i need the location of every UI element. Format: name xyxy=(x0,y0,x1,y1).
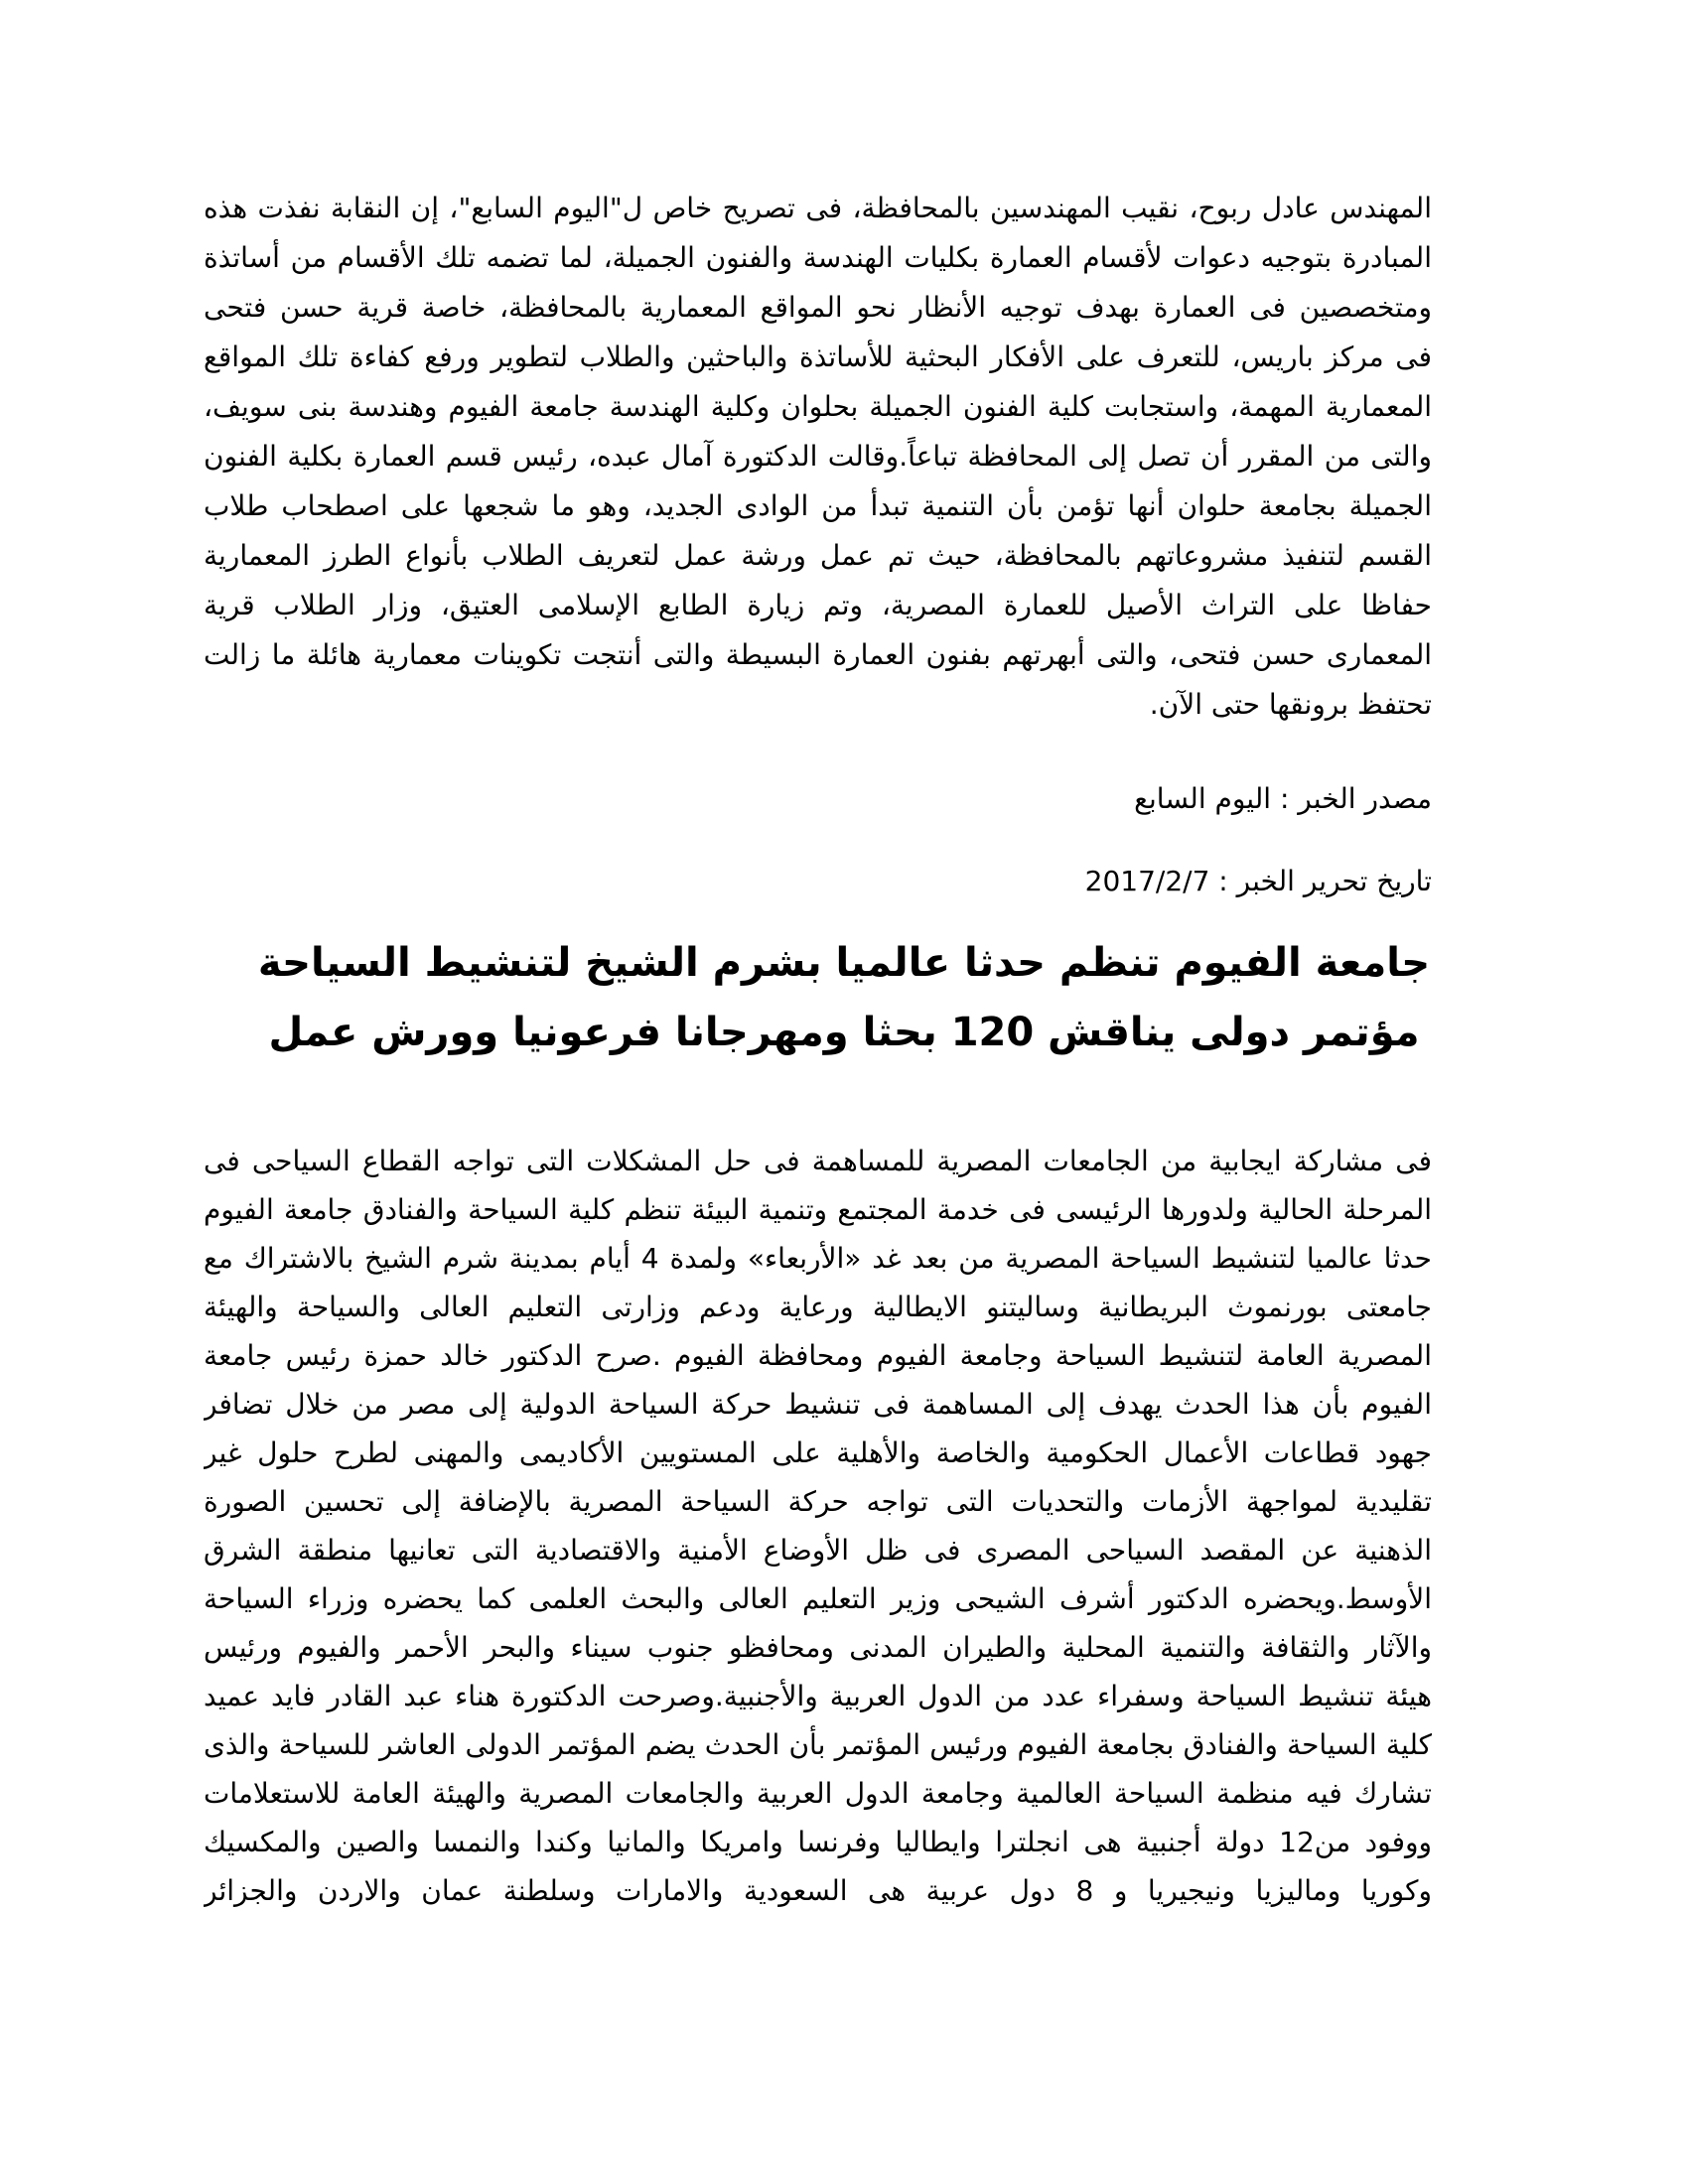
paragraph-line: الجميلة بجامعة حلوان أنها تؤمن بأن التنمية تبدأ من الوادى الجديد، وهو ما شجعها على اصطحاب طلاب xyxy=(204,489,1432,522)
paragraph-line: ومتخصصين فى العمارة بهدف توجيه الأنظار نحو المواقع المعمارية بالمحافظة، خاصة قرية حسن فتحى xyxy=(204,291,1432,324)
paragraph-line: هيئة تنشيط السياحة وسفراء عدد من الدول العربية والأجنبية.وصرحت الدكتورة هناء عبد القادر فايد عميد xyxy=(204,1680,1432,1712)
paragraph-line: والآثار والثقافة والتنمية المحلية والطيران المدنى ومحافظو جنوب سيناء والبحر الأحمر والفيوم ورئيس xyxy=(204,1631,1432,1664)
paragraph-line: القسم لتنفيذ مشروعاتهم بالمحافظة، حيث تم عمل ورشة عمل لتعريف الطلاب بأنواع الطرز المعمارية xyxy=(204,539,1432,572)
paragraph-line: فى مركز باريس، للتعرف على الأفكار البحثية للأساتذة والباحثين والطلاب لتطوير ورفع كفاءة تلك المواقع xyxy=(204,341,1432,373)
paragraph-line: ووفود من12 دولة أجنبية هى انجلترا وايطاليا وفرنسا وامريكا والمانيا وكندا والنمسا والصين والمكسيك xyxy=(204,1826,1432,1858)
paragraph-line: المبادرة بتوجيه دعوات لأقسام العمارة بكليات الهندسة والفنون الجميلة، لما تضمه تلك الأقسام من أساتذة xyxy=(204,241,1432,274)
paragraph-line: المعمارية المهمة، واستجابت كلية الفنون الجميلة بحلوان وكلية الهندسة جامعة الفيوم وهندسة بنى سويف، xyxy=(204,390,1432,423)
paragraph-line: الفيوم بأن هذا الحدث يهدف إلى المساهمة فى تنشيط حركة السياحة الدولية إلى مصر من خلال تضافر xyxy=(204,1388,1432,1421)
news-source: مصدر الخبر : اليوم السابع xyxy=(1134,782,1432,815)
paragraph-line: جهود قطاعات الأعمال الحكومية والخاصة والأهلية على المستويين الأكاديمى والمهنى لطرح حلول غير xyxy=(204,1436,1432,1469)
paragraph-line: المهندس عادل ربوح، نقيب المهندسين بالمحافظة، فى تصريح خاص ل"اليوم السابع"، إن النقابة نفذت هذه xyxy=(204,192,1432,224)
paragraph-line: المعمارى حسن فتحى، والتى أبهرتهم بفنون العمارة البسيطة والتى أنتجت تكوينات معمارية هائلة ما زالت xyxy=(204,638,1432,671)
headline-main: جامعة الفيوم تنظم حدثا عالميا بشرم الشيخ لتنشيط السياحة xyxy=(257,940,1431,986)
paragraph-line: جامعتى بورنموث البريطانية وساليتنو الايطالية ورعاية ودعم وزارتى التعليم العالى والسياحة والهيئة xyxy=(204,1291,1432,1323)
paragraph-line: حدثا عالميا لتنشيط السياحة المصرية من بعد غد «الأربعاء» ولمدة 4 أيام بمدينة شرم الشيخ بالاشتراك مع xyxy=(204,1242,1432,1275)
paragraph-line: تقليدية لمواجهة الأزمات والتحديات التى تواجه حركة السياحة المصرية بالإضافة إلى تحسين الصورة xyxy=(204,1485,1432,1518)
paragraph-line: والتى من المقرر أن تصل إلى المحافظة تباعاً.وقالت الدكتورة آمال عبده، رئيس قسم العمارة بكلية الفنون xyxy=(204,440,1432,473)
paragraph-line: وكوريا وماليزيا ونيجيريا و 8 دول عربية هى السعودية والامارات وسلطنة عمان والاردن والجزائر xyxy=(204,1874,1432,1907)
news-date: تاريخ تحرير الخبر : 2017/2/7 xyxy=(1084,865,1432,897)
paragraph-line: كلية السياحة والفنادق بجامعة الفيوم ورئيس المؤتمر بأن الحدث يضم المؤتمر الدولى العاشر للسياحة والذى xyxy=(204,1728,1432,1761)
paragraph-line: تحتفظ برونقها حتى الآن. xyxy=(1149,688,1432,721)
paragraph-line: المصرية العامة لتنشيط السياحة وجامعة الفيوم ومحافظة الفيوم .صرح الدكتور خالد حمزة رئيس جامعة xyxy=(204,1339,1432,1372)
headline-sub: مؤتمر دولى يناقش 120 بحثا ومهرجانا فرعونيا وورش عمل xyxy=(268,1010,1420,1055)
paragraph-line: تشارك فيه منظمة السياحة العالمية وجامعة الدول العربية والجامعات المصرية والهيئة العامة للاستعلامات xyxy=(204,1777,1432,1810)
paragraph-line: الذهنية عن المقصد السياحى المصرى فى ظل الأوضاع الأمنية والاقتصادية التى تعانيها منطقة الشرق xyxy=(204,1534,1432,1567)
paragraph-line: الأوسط.ويحضره الدكتور أشرف الشيحى وزير التعليم العالى والبحث العلمى كما يحضره وزراء السياحة xyxy=(204,1582,1432,1615)
paragraph-line: فى مشاركة ايجابية من الجامعات المصرية للمساهمة فى حل المشكلات التى تواجه القطاع السياحى فى xyxy=(204,1145,1432,1177)
paragraph-line: حفاظا على التراث الأصيل للعمارة المصرية، وتم زيارة الطابع الإسلامى العتيق، وزار الطلاب قرية xyxy=(204,589,1432,621)
paragraph-line: المرحلة الحالية ولدورها الرئيسى فى خدمة المجتمع وتنمية البيئة تنظم كلية السياحة والفنادق جامعة الفيوم xyxy=(204,1193,1432,1226)
